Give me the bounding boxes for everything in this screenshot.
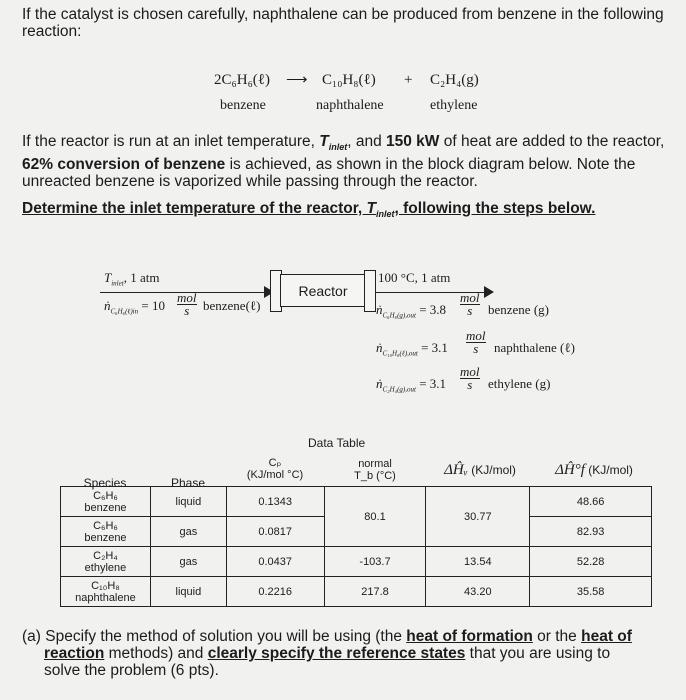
question-a-line-1: (a) Specify the method of solution you will be using (the heat of formation or the heat of: [22, 628, 632, 645]
tb-cell: -103.7: [324, 547, 426, 577]
cp-cell: 0.2216: [226, 577, 324, 607]
phase-cell: gas: [150, 517, 226, 547]
table-row: [61, 487, 652, 517]
equation-label-product-2: ethylene: [430, 98, 478, 113]
phase-cell: liquid: [150, 577, 226, 607]
reactor-label: Reactor: [298, 282, 348, 299]
outlet-stream-naphthalene: ṅ$_{C_{10}H_8(\ell),out}$ = 3.1: [376, 340, 448, 358]
task-heading: Determine the inlet temperature of the reactor, $T_{inlet}$, following the steps below.: [22, 200, 596, 220]
cp-cell: 0.0817: [226, 517, 324, 547]
hf-cell: 35.58: [530, 577, 652, 607]
intro-line-1: If the catalyst is chosen carefully, naphthalene can be produced from benzene in the following: [22, 6, 664, 23]
question-a: [22, 628, 672, 679]
hv-cell: 30.77: [426, 487, 530, 547]
equation-label-product-1: naphthalene: [316, 98, 384, 113]
problem-line-2: 62% conversion of benzene is achieved, as shown in the block diagram below. Note the: [22, 156, 636, 174]
hf-cell: 82.93: [530, 517, 652, 547]
inlet-flow: ṅ$_{C_6H_6(\ell)in}$ = 10: [104, 298, 165, 316]
question-a-line-2: reaction methods) and clearly specify the reference states that you are using to: [44, 645, 611, 662]
inlet-flow-unit: mol s: [177, 290, 197, 318]
data-table: [60, 486, 652, 607]
header-hf: ΔĤ°f (KJ/mol): [555, 462, 633, 478]
equation-arrow: ⟶: [286, 72, 308, 88]
problem-line-1: If the reactor is run at an inlet temperature, $T_{inlet}$, and 150 kW of heat are added to the reactor,: [22, 133, 665, 153]
table-row: [61, 577, 652, 607]
table-row: [61, 547, 652, 577]
reactor-box: [280, 274, 366, 307]
species-cell: C₁₀H₈ naphthalene: [61, 577, 151, 607]
problem-line-3: unreacted benzene is vaporized while passing through the reactor.: [22, 173, 478, 191]
species-cell: C₂H₄ ethylene: [61, 547, 151, 577]
outlet-arrow-head: [484, 286, 494, 298]
cp-cell: 0.0437: [226, 547, 324, 577]
phase-cell: gas: [150, 547, 226, 577]
header-phase: Phase: [170, 476, 206, 490]
outlet-species-ethylene: ethylene (g): [488, 376, 551, 391]
outlet-stream-benzene: ṅ$_{C_6H_6(g),out}$ = 3.8: [376, 302, 447, 320]
question-a-line-3: solve the problem (6 pts).: [44, 662, 219, 679]
hv-cell: 43.20: [426, 577, 530, 607]
data-table-title: Data Table: [308, 436, 366, 450]
tb-cell: 80.1: [324, 487, 426, 547]
intro-line-2: reaction:: [22, 23, 82, 40]
phase-cell: liquid: [150, 487, 226, 517]
header-hv: ΔĤᵥ (KJ/mol): [444, 462, 516, 478]
tb-cell: 217.8: [324, 577, 426, 607]
cp-cell: 0.1343: [226, 487, 324, 517]
inlet-conditions: $T_{inlet}$, 1 atm: [104, 270, 160, 288]
reactor-right-flange: [364, 270, 376, 312]
hf-cell: 52.28: [530, 547, 652, 577]
outlet-conditions: 100 °C, 1 atm: [378, 270, 451, 285]
hf-cell: 48.66: [530, 487, 652, 517]
header-species: Species: [83, 476, 127, 490]
outlet-species-naphthalene: naphthalene (ℓ): [494, 340, 575, 355]
species-cell: C₆H₆ benzene: [61, 517, 151, 547]
outlet-unit-ethylene: mol s: [460, 364, 480, 392]
inlet-species: benzene(ℓ): [203, 298, 261, 313]
species-cell: C₆H₆ benzene: [61, 487, 151, 517]
hv-cell: 13.54: [426, 547, 530, 577]
equation-product-1: C₁₀H₈(ℓ): [322, 72, 376, 88]
outlet-stream-ethylene: ṅ$_{C_2H_4(g),out}$ = 3.1: [376, 376, 447, 394]
outlet-unit-benzene: mol s: [460, 290, 480, 318]
header-tb: normal T_b (°C): [354, 458, 396, 482]
equation-label-reactant: benzene: [220, 98, 266, 113]
outlet-unit-naphthalene: mol s: [466, 328, 486, 356]
equation-product-2: C₂H₄(g): [430, 72, 479, 88]
equation-reactant: 2C₆H₆(ℓ): [214, 72, 270, 88]
header-cp: Cₚ (KJ/mol °C): [246, 457, 304, 481]
intro-text: [22, 6, 682, 40]
equation-plus: +: [404, 72, 413, 88]
outlet-species-benzene: benzene (g): [488, 302, 549, 317]
problem-statement: [22, 133, 682, 190]
